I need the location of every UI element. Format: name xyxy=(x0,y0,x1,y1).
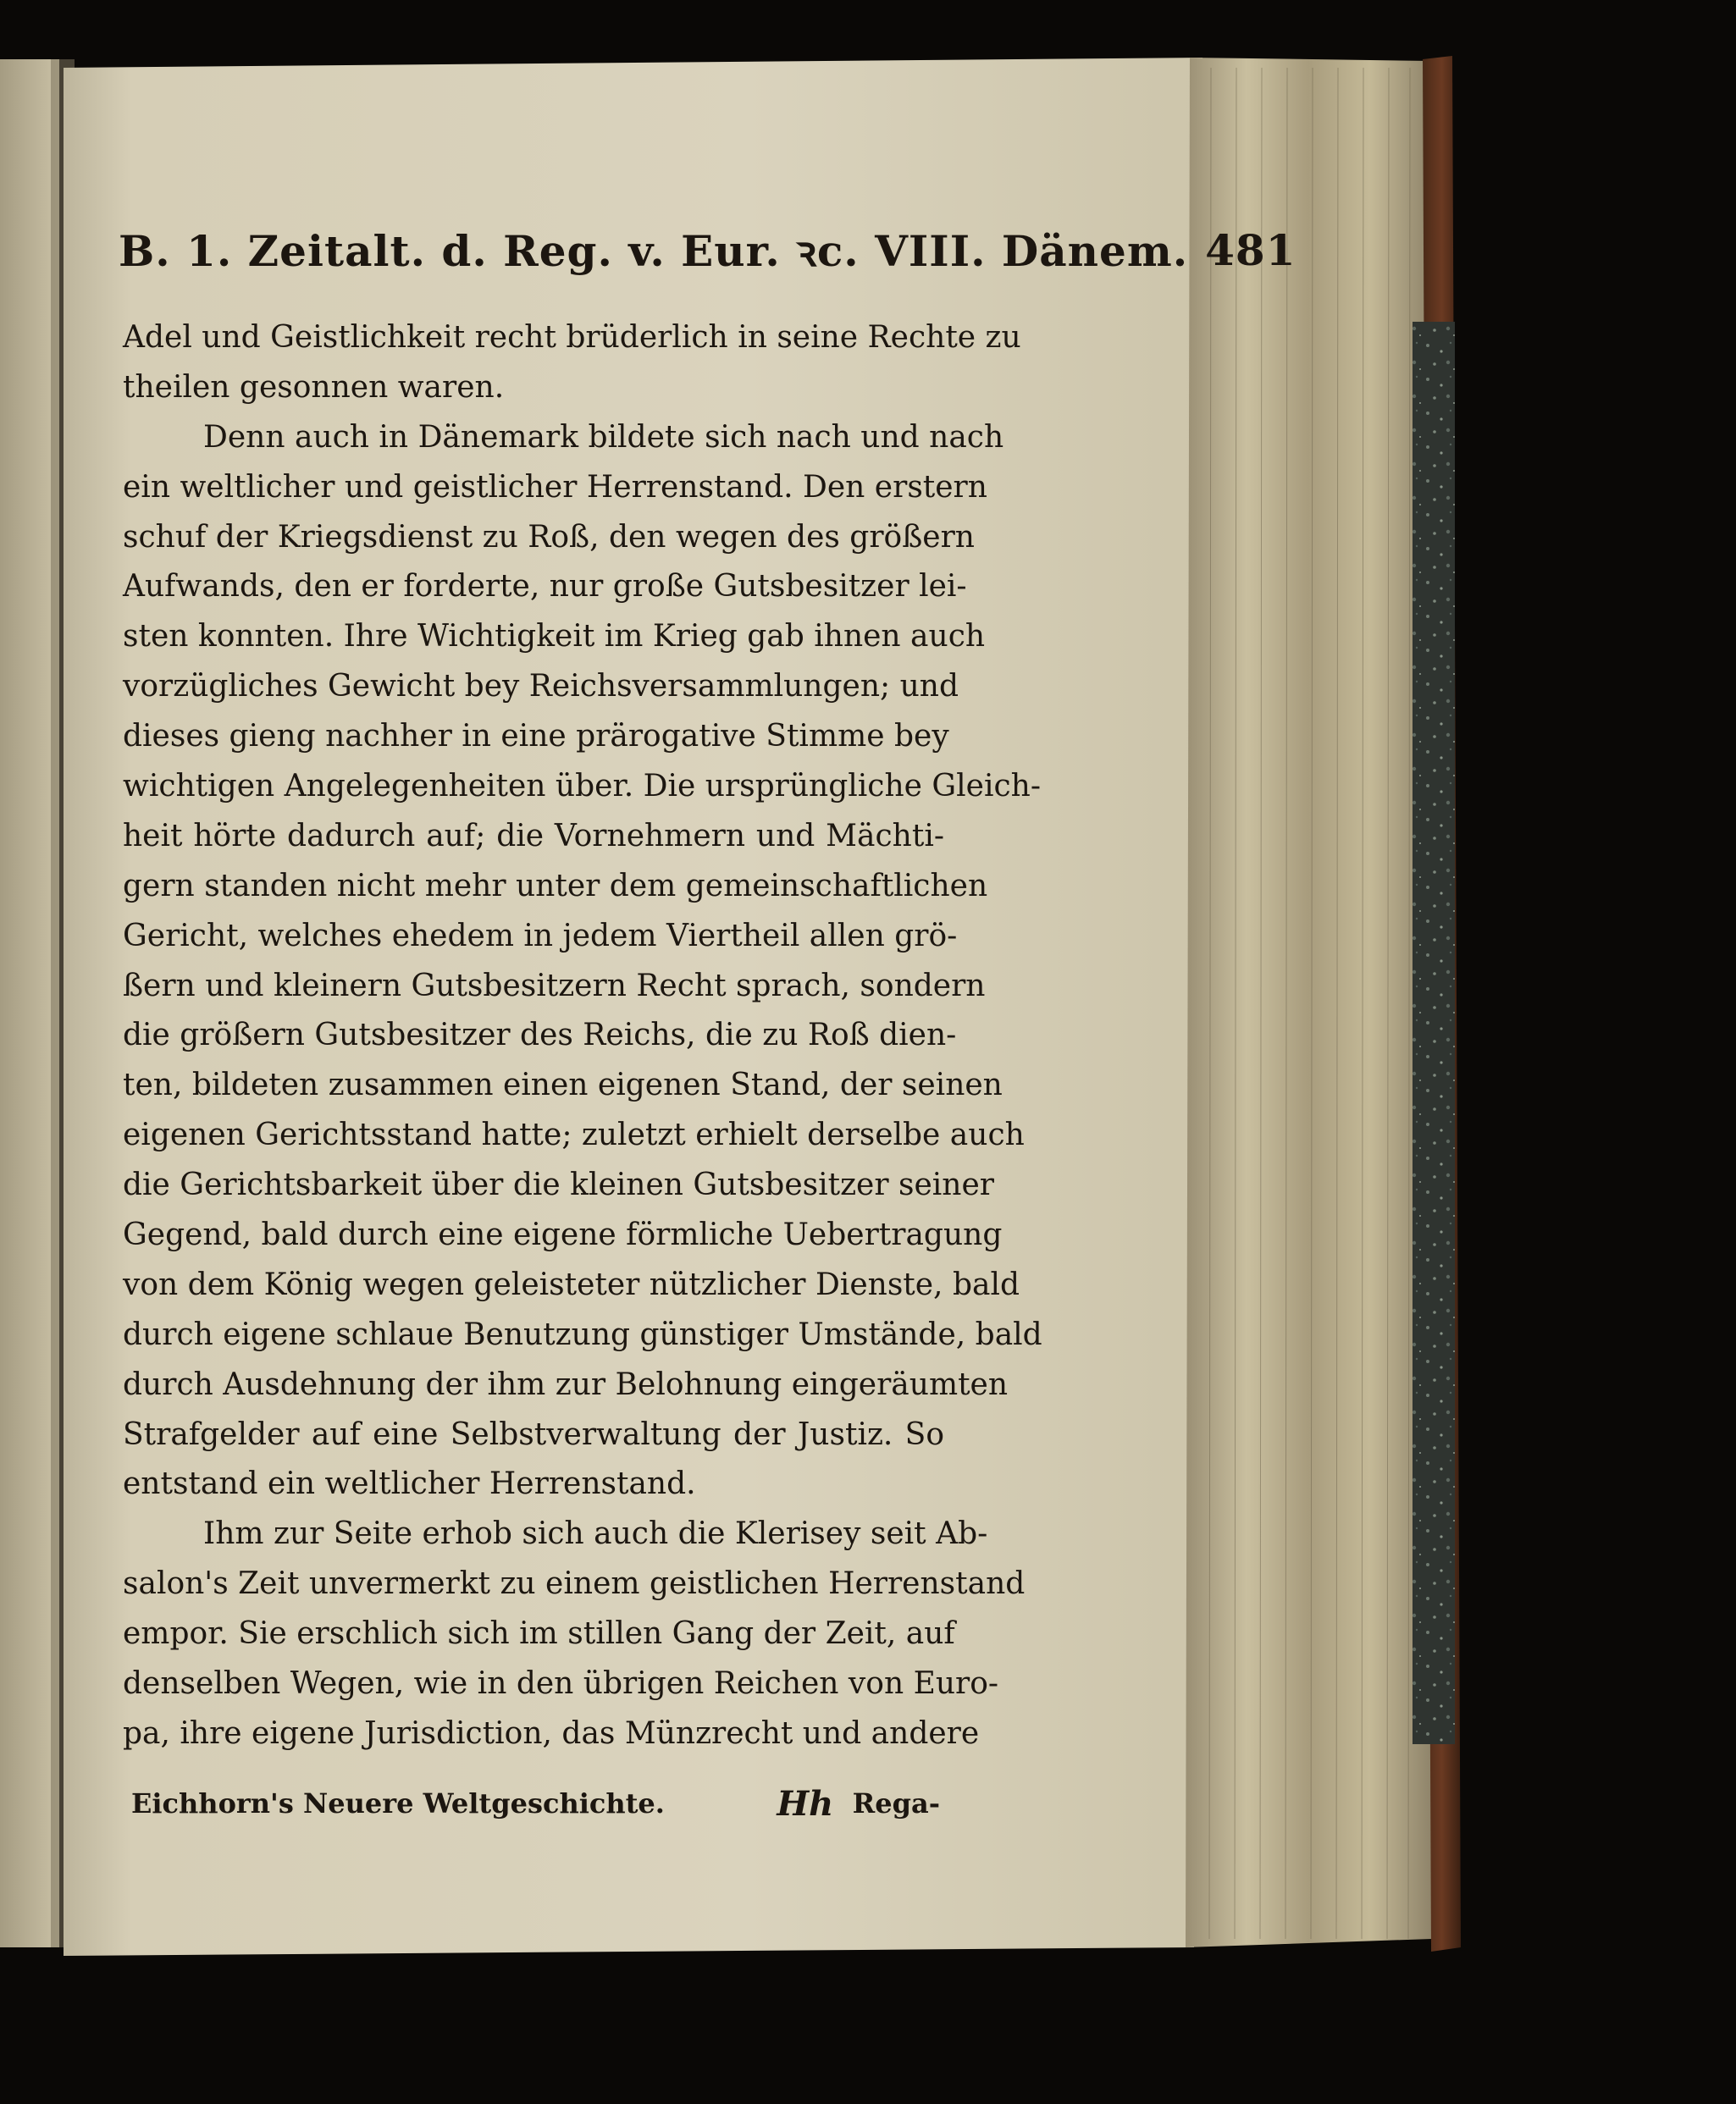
text-line: pa, ihre eigene Jurisdiction, das Münzrecht und andere xyxy=(123,1715,980,1751)
text-line: Gegend, bald durch eine eigene förmliche Uebertragung xyxy=(123,1218,1003,1253)
body-text xyxy=(123,313,1042,1759)
text-line: Adel und Geistlichkeit recht brüderlich in seine Rechte zu xyxy=(123,320,1021,355)
text-line: sten konnten. Ihre Wichtigkeit im Krieg gab ihnen auch xyxy=(123,619,986,654)
text-line: Strafgelder auf eine Selbstverwaltung der Justiz. So xyxy=(123,1416,944,1452)
text-line: ein weltlicher und geistlicher Herrenstand. Den erstern xyxy=(123,469,987,505)
catchword: Rega- xyxy=(852,1787,940,1820)
text-line: eigenen Gerichtsstand hatte; zuletzt erhielt derselbe auch xyxy=(123,1118,1025,1153)
page-number: 481 xyxy=(1205,224,1296,275)
page-footer xyxy=(131,1778,940,1829)
text-line: die größern Gutsbesitzer des Reichs, die zu Roß dien- xyxy=(123,1018,957,1053)
text-line: Denn auch in Dänemark bildete sich nach und nach xyxy=(203,419,1004,455)
text-line: durch eigene schlaue Benutzung günstiger Umstände, bald xyxy=(123,1317,1042,1352)
text-line: theilen gesonnen waren. xyxy=(123,369,505,405)
text-line: von dem König wegen geleisteter nützlicher Dienste, bald xyxy=(123,1267,1020,1302)
text-line: Gericht, welches ehedem in jedem Viertheil allen grö- xyxy=(123,918,958,953)
text-line: heit hörte dadurch auf; die Vornehmern und Mächti- xyxy=(123,818,944,853)
text-line: salon's Zeit unvermerkt zu einem geistlichen Herrenstand xyxy=(123,1566,1026,1602)
text-line: ten, bildeten zusammen einen eigenen Stand, der seinen xyxy=(123,1068,1003,1103)
signature-mark: Hh xyxy=(777,1783,834,1824)
text-line: denselben Wegen, wie in den übrigen Reichen von Euro- xyxy=(123,1666,999,1702)
text-line: Ihm zur Seite erhob sich auch die Klerisey seit Ab- xyxy=(203,1516,988,1552)
text-line: die Gerichtsbarkeit über die kleinen Gutsbesitzer seiner xyxy=(123,1168,995,1203)
text-line: ßern und kleinern Gutsbesitzern Recht sprach, sondern xyxy=(123,968,986,1003)
text-line: wichtigen Angelegenheiten über. Die ursprüngliche Gleich- xyxy=(123,769,1041,804)
text-line: vorzügliches Gewicht bey Reichsversammlungen; und xyxy=(123,669,959,704)
text-line: entstand ein weltlicher Herrenstand. xyxy=(123,1466,696,1502)
text-line: schuf der Kriegsdienst zu Roß, den wegen des größern xyxy=(123,519,975,555)
imprint-line: Eichhorn's Neuere Weltgeschichte. xyxy=(131,1787,665,1820)
text-line: empor. Sie erschlich sich im stillen Gang der Zeit, auf xyxy=(123,1616,955,1652)
text-line: Aufwands, den er forderte, nur große Gutsbesitzer lei- xyxy=(123,569,967,605)
running-head: B. 1. Zeitalt. d. Reg. v. Eur. ꝛc. VIII. Dänem. xyxy=(119,226,1189,276)
page-header xyxy=(119,216,1296,284)
text-line: durch Ausdehnung der ihm zur Belohnung eingeräumten xyxy=(123,1367,1009,1402)
text-line: dieses gieng nachher in eine prärogative Stimme bey xyxy=(123,719,949,754)
text-line: gern standen nicht mehr unter dem gemeinschaftlichen xyxy=(123,868,988,903)
